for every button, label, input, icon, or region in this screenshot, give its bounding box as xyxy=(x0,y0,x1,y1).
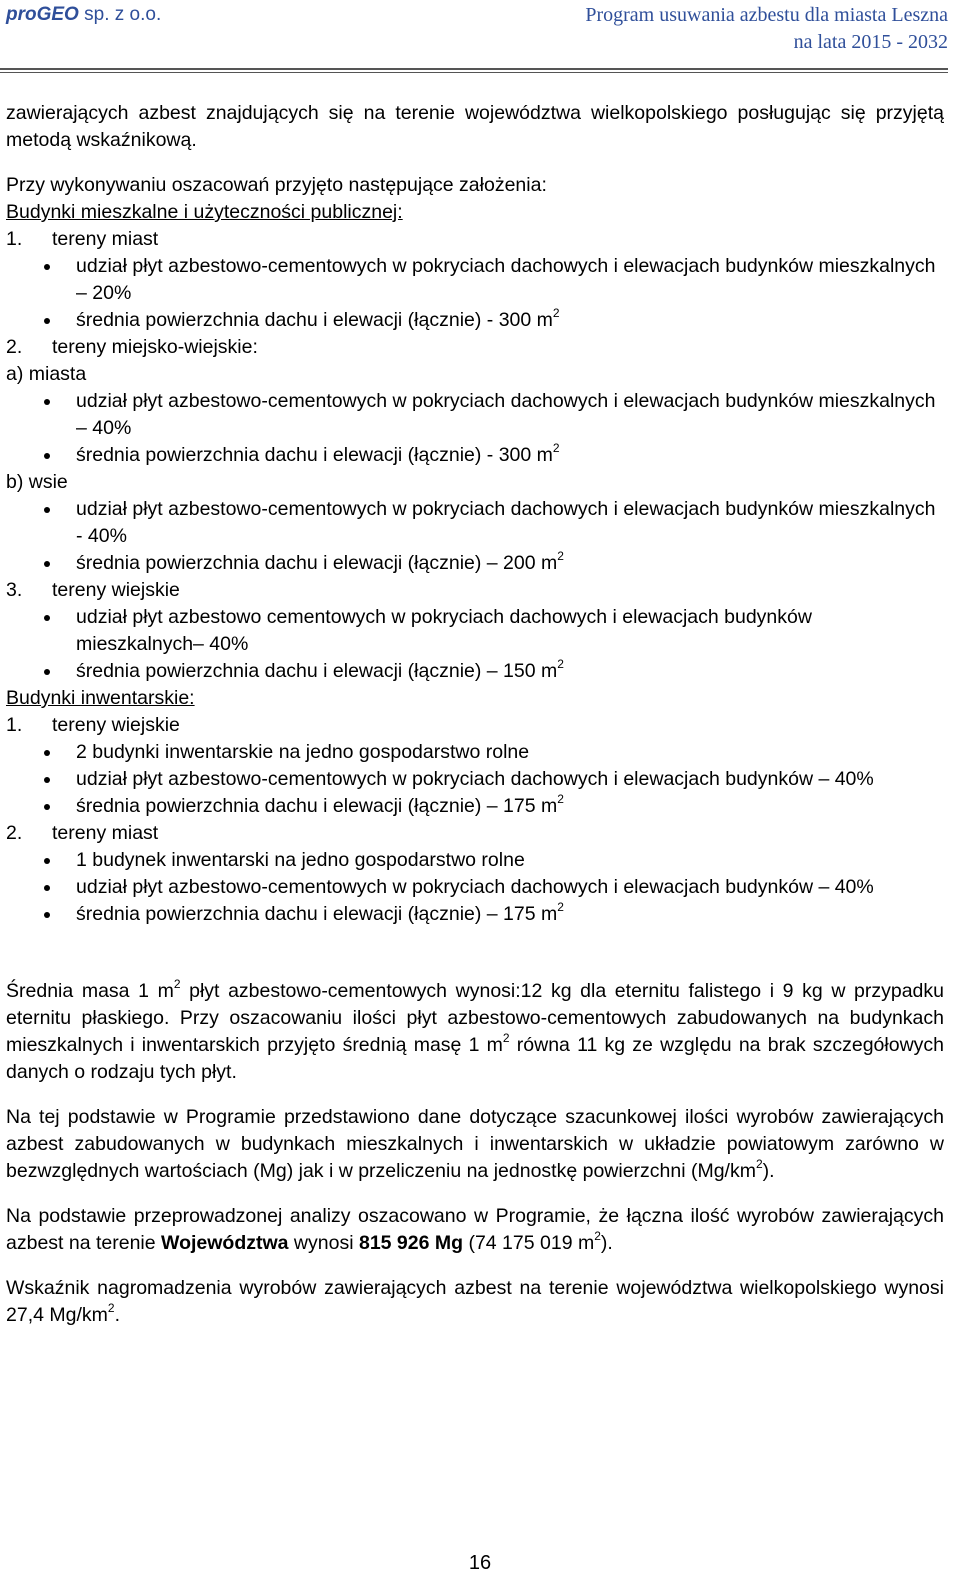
company-name xyxy=(6,4,161,26)
residential-section-2b-list xyxy=(6,496,944,577)
list-item: udział płyt azbestowo-cementowych w pokryciach dachowych i elewacjach budynków – 40% xyxy=(6,874,944,901)
livestock-section-1: 1. tereny wiejskie xyxy=(6,714,180,736)
residential-heading: Budynki mieszkalne i użyteczności publicznej: xyxy=(6,201,403,223)
list-item: 1 budynek inwentarski na jedno gospodarstwo rolne xyxy=(6,847,944,874)
company-suffix: sp. z o.o. xyxy=(78,4,162,25)
residential-section-1-list xyxy=(6,253,944,334)
company-brand: proGEO xyxy=(6,4,79,25)
list-item: udział płyt azbestowo-cementowych w pokryciach dachowych i elewacjach budynków mieszkalnych – 20% xyxy=(6,253,944,307)
asbestos-mass-paragraph: Średnia masa 1 $m^2$ płyt azbestowo-cementowych wynosi:12 kg dla eternitu falistego i 9 kg w przypadku eternitu płaskiego. Przy oszacowaniu ilości płyt azbestowo-cementowych zabudowanych na budynkach mieszkalnych i inwentarskich przyjęto średnią masę 1 $m^2$ równa 11 kg ze względu na brak szczegółowych danych o rodzaju tych płyt. xyxy=(6,977,944,1083)
residential-section-2b: b) wsie xyxy=(6,471,68,493)
list-item: średnia powierzchnia dachu i elewacji (łącznie) - 300 $m^2$ xyxy=(6,307,944,334)
program-title-line1: Program usuwania azbestu dla miasta Leszna xyxy=(585,4,948,26)
livestock-section-1-list xyxy=(6,739,944,820)
list-item: udział płyt azbestowo-cementowych w pokryciach dachowych i elewacjach budynków – 40% xyxy=(6,766,944,793)
residential-section-2: 2. tereny miejsko-wiejskie: xyxy=(6,336,258,358)
residential-section-3: 3. tereny wiejskie xyxy=(6,579,180,601)
accumulation-index-paragraph: Wskaźnik nagromadzenia wyrobów zawierających azbest na terenie województwa wielkopolskiego wynosi 27,4 $Mg/km^2$. xyxy=(6,1277,944,1326)
program-title-line2: na lata 2015 - 2032 xyxy=(793,31,948,53)
total-quantity-paragraph: Na podstawie przeprowadzonej analizy oszacowano w Programie, że łączna ilość wyrobów zawierających azbest na terenie Województwa wynosi 815 926 Mg (74 175 019 $m^2$). xyxy=(6,1205,944,1254)
page-header xyxy=(0,0,960,76)
livestock-section-2: 2. tereny miast xyxy=(6,822,159,844)
intro-paragraph: zawierających azbest znajdujących się na terenie województwa wielkopolskiego posługując się przyjętą metodą wskaźnikową. xyxy=(6,102,944,151)
document-body xyxy=(6,100,944,1329)
program-data-paragraph: Na tej podstawie w Programie przedstawiono dane dotyczące szacunkowej ilości wyrobów zawierających azbest zabudowanych w budynkach mieszkalnych i inwentarskich w układzie powiatowym zarówno w bezwzględnych wartościach (Mg) jak i w przeliczeniu na jednostkę powierzchni $(Mg/km^2)$. xyxy=(6,1106,944,1182)
list-item: średnia powierzchnia dachu i elewacji (łącznie) – 175 $m^2$ xyxy=(6,901,944,928)
list-item: 2 budynki inwentarskie na jedno gospodarstwo rolne xyxy=(6,739,944,766)
list-item: średnia powierzchnia dachu i elewacji (łącznie) – 200 $m^2$ xyxy=(6,550,944,577)
residential-section-2a: a) miasta xyxy=(6,363,87,385)
residential-section-2a-list xyxy=(6,388,944,469)
list-item: udział płyt azbestowo-cementowych w pokryciach dachowych i elewacjach budynków mieszkalnych - 40% xyxy=(6,496,944,550)
page-number: 16 xyxy=(468,1552,492,1574)
list-item: średnia powierzchnia dachu i elewacji (łącznie) - 300 $m^2$ xyxy=(6,442,944,469)
header-rule-thin xyxy=(0,72,948,73)
list-item: średnia powierzchnia dachu i elewacji (łącznie) – 150 $m^2$ xyxy=(6,658,944,685)
residential-section-1: 1. tereny miast xyxy=(6,228,159,250)
list-item: udział płyt azbestowo cementowych w pokryciach dachowych i elewacjach budynków mieszkalnych– 40% xyxy=(6,604,944,658)
program-title xyxy=(585,2,948,56)
livestock-section-2-list xyxy=(6,847,944,928)
residential-section-3-list xyxy=(6,604,944,685)
list-item: średnia powierzchnia dachu i elewacji (łącznie) – 175 $m^2$ xyxy=(6,793,944,820)
header-rule-thick xyxy=(0,68,948,70)
livestock-heading: Budynki inwentarskie: xyxy=(6,687,195,709)
assumptions-intro: Przy wykonywaniu oszacowań przyjęto następujące założenia: xyxy=(6,174,547,196)
list-item: udział płyt azbestowo-cementowych w pokryciach dachowych i elewacjach budynków mieszkalnych – 40% xyxy=(6,388,944,442)
